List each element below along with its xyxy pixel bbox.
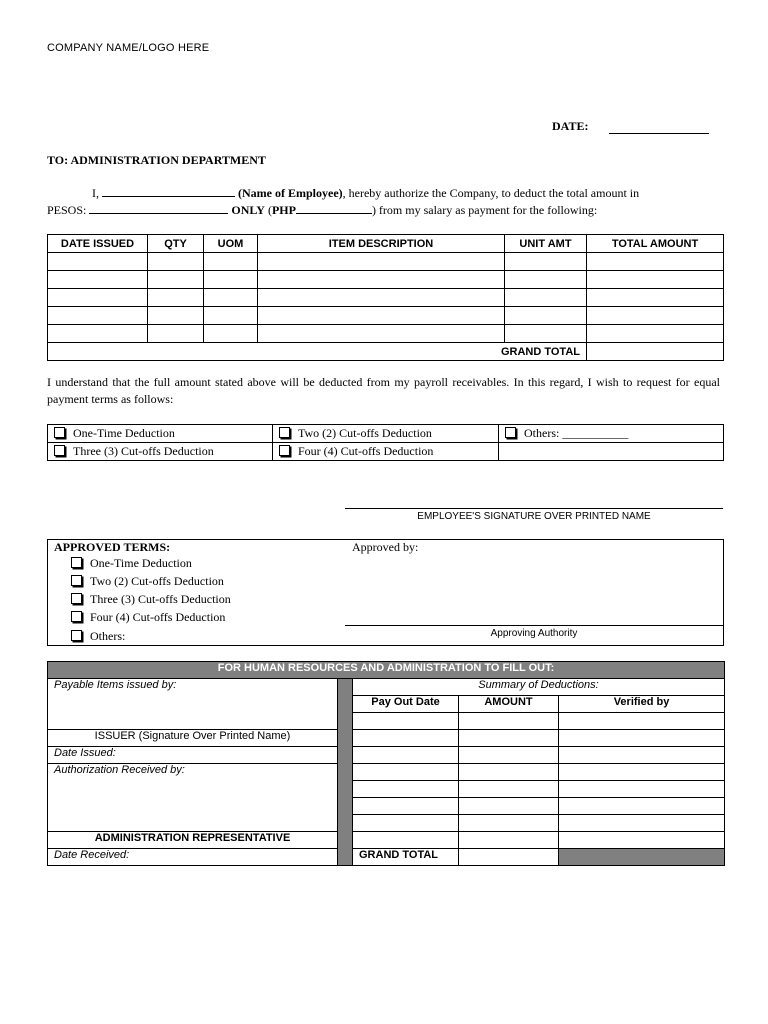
col-pay-out-date: Pay Out Date [353, 696, 459, 713]
items-table [47, 234, 724, 361]
option-label: Others: ___________ [524, 426, 629, 440]
term-label: Three (3) Cut-offs Deduction [90, 592, 231, 606]
name-of-employee-label: (Name of Employee) [238, 186, 343, 200]
option-label: Three (3) Cut-offs Deduction [73, 444, 214, 458]
col-qty: QTY [148, 235, 204, 253]
option-four-cutoffs[interactable] [273, 443, 499, 461]
table-row[interactable] [48, 271, 724, 289]
option-three-cutoffs[interactable] [48, 443, 273, 461]
approved-terms-title: APPROVED TERMS: [54, 540, 171, 554]
authorization-line-2 [47, 203, 597, 218]
auth-line1-text: , hereby authorize the Company, to deduct the total amount in [342, 186, 640, 200]
checkbox-icon[interactable] [279, 445, 290, 456]
pesos-label: PESOS: [47, 203, 87, 217]
approved-term-others[interactable] [71, 629, 125, 644]
authorization-received-label: Authorization Received by: [54, 764, 185, 776]
option-one-time[interactable] [48, 425, 273, 443]
divider-bar [338, 679, 353, 866]
col-item-description: ITEM DESCRIPTION [258, 235, 505, 253]
checkbox-icon[interactable] [71, 593, 82, 604]
grand-total-row [48, 343, 724, 361]
checkbox-icon[interactable] [71, 575, 82, 586]
option-others[interactable] [499, 425, 724, 443]
date-received-label: Date Received: [54, 849, 130, 861]
table-row[interactable] [48, 307, 724, 325]
approving-authority-line[interactable] [345, 625, 723, 626]
php-label: PHP [271, 203, 296, 217]
date-issued-field[interactable] [48, 747, 338, 764]
hr-grand-total-amount[interactable] [459, 849, 559, 866]
col-verified-by: Verified by [559, 696, 725, 713]
term-label: Two (2) Cut-offs Deduction [90, 574, 224, 588]
grand-total-label: GRAND TOTAL [48, 343, 587, 361]
checkbox-icon[interactable] [54, 445, 65, 456]
col-total-amount: TOTAL AMOUNT [587, 235, 724, 253]
col-unit-amt: UNIT AMT [505, 235, 587, 253]
employee-name-field[interactable] [102, 186, 235, 197]
table-row[interactable] [48, 253, 724, 271]
pesos-amount-field[interactable] [89, 203, 228, 214]
payment-options-table [47, 424, 724, 461]
option-label: Two (2) Cut-offs Deduction [298, 426, 432, 440]
checkbox-icon[interactable] [71, 557, 82, 568]
checkbox-icon[interactable] [71, 611, 82, 622]
approving-authority-label: Approving Authority [490, 628, 578, 639]
table-row[interactable] [48, 289, 724, 307]
date-field[interactable] [609, 133, 709, 134]
hr-admin-table [47, 661, 725, 866]
php-open-paren: ( [267, 203, 272, 217]
date-label: DATE: [552, 119, 589, 133]
option-two-cutoffs[interactable] [273, 425, 499, 443]
date-received-field[interactable] [48, 849, 338, 866]
understanding-text: I understand that the full amount stated above will be deducted from my payroll receivables. In this regard, I wish to request for equal payment terms as follows: [47, 375, 720, 406]
to-line: TO: ADMINISTRATION DEPARTMENT [47, 153, 266, 167]
company-name-logo: COMPANY NAME/LOGO HERE [47, 42, 210, 54]
approved-term-two-cutoffs[interactable] [71, 574, 224, 589]
grand-total-value[interactable] [587, 343, 724, 361]
issuer-signature-label: ISSUER (Signature Over Printed Name) [48, 730, 338, 747]
summary-of-deductions-label: Summary of Deductions: [353, 679, 725, 696]
hr-grand-total-shaded [559, 849, 725, 866]
col-amount: AMOUNT [459, 696, 559, 713]
items-header-row [48, 235, 724, 253]
approved-term-one-time[interactable] [71, 556, 192, 571]
hr-section-header: FOR HUMAN RESOURCES AND ADMINISTRATION TO FILL OUT: [48, 662, 725, 679]
col-date-issued: DATE ISSUED [48, 235, 148, 253]
authorization-line-1 [92, 186, 639, 201]
only-label: ONLY [231, 203, 265, 217]
approved-term-four-cutoffs[interactable] [71, 610, 225, 625]
option-label: One-Time Deduction [73, 426, 175, 440]
date-issued-label: Date Issued: [54, 747, 116, 759]
term-label: One-Time Deduction [90, 556, 192, 570]
php-amount-field[interactable] [296, 203, 372, 214]
authorization-received-by[interactable] [48, 764, 338, 832]
approved-term-three-cutoffs[interactable] [71, 592, 231, 607]
checkbox-icon[interactable] [505, 427, 516, 438]
auth-i: I, [92, 186, 99, 200]
payable-items-issued-by[interactable] [48, 679, 338, 730]
option-empty [499, 443, 724, 461]
checkbox-icon[interactable] [54, 427, 65, 438]
auth-line2-text: ) from my salary as payment for the following: [371, 203, 598, 217]
employee-signature-line[interactable] [345, 508, 723, 509]
payable-items-label: Payable Items issued by: [54, 679, 177, 691]
term-label: Four (4) Cut-offs Deduction [90, 610, 226, 624]
employee-signature-label: EMPLOYEE'S SIGNATURE OVER PRINTED NAME [417, 511, 651, 522]
option-label: Four (4) Cut-offs Deduction [298, 444, 434, 458]
table-row[interactable] [48, 325, 724, 343]
col-uom: UOM [204, 235, 258, 253]
checkbox-icon[interactable] [279, 427, 290, 438]
checkbox-icon[interactable] [71, 630, 82, 641]
hr-grand-total-label: GRAND TOTAL [353, 849, 459, 866]
term-label: Others: [90, 629, 126, 643]
approved-by-label: Approved by: [352, 540, 419, 554]
administration-representative-label: ADMINISTRATION REPRESENTATIVE [48, 832, 338, 849]
